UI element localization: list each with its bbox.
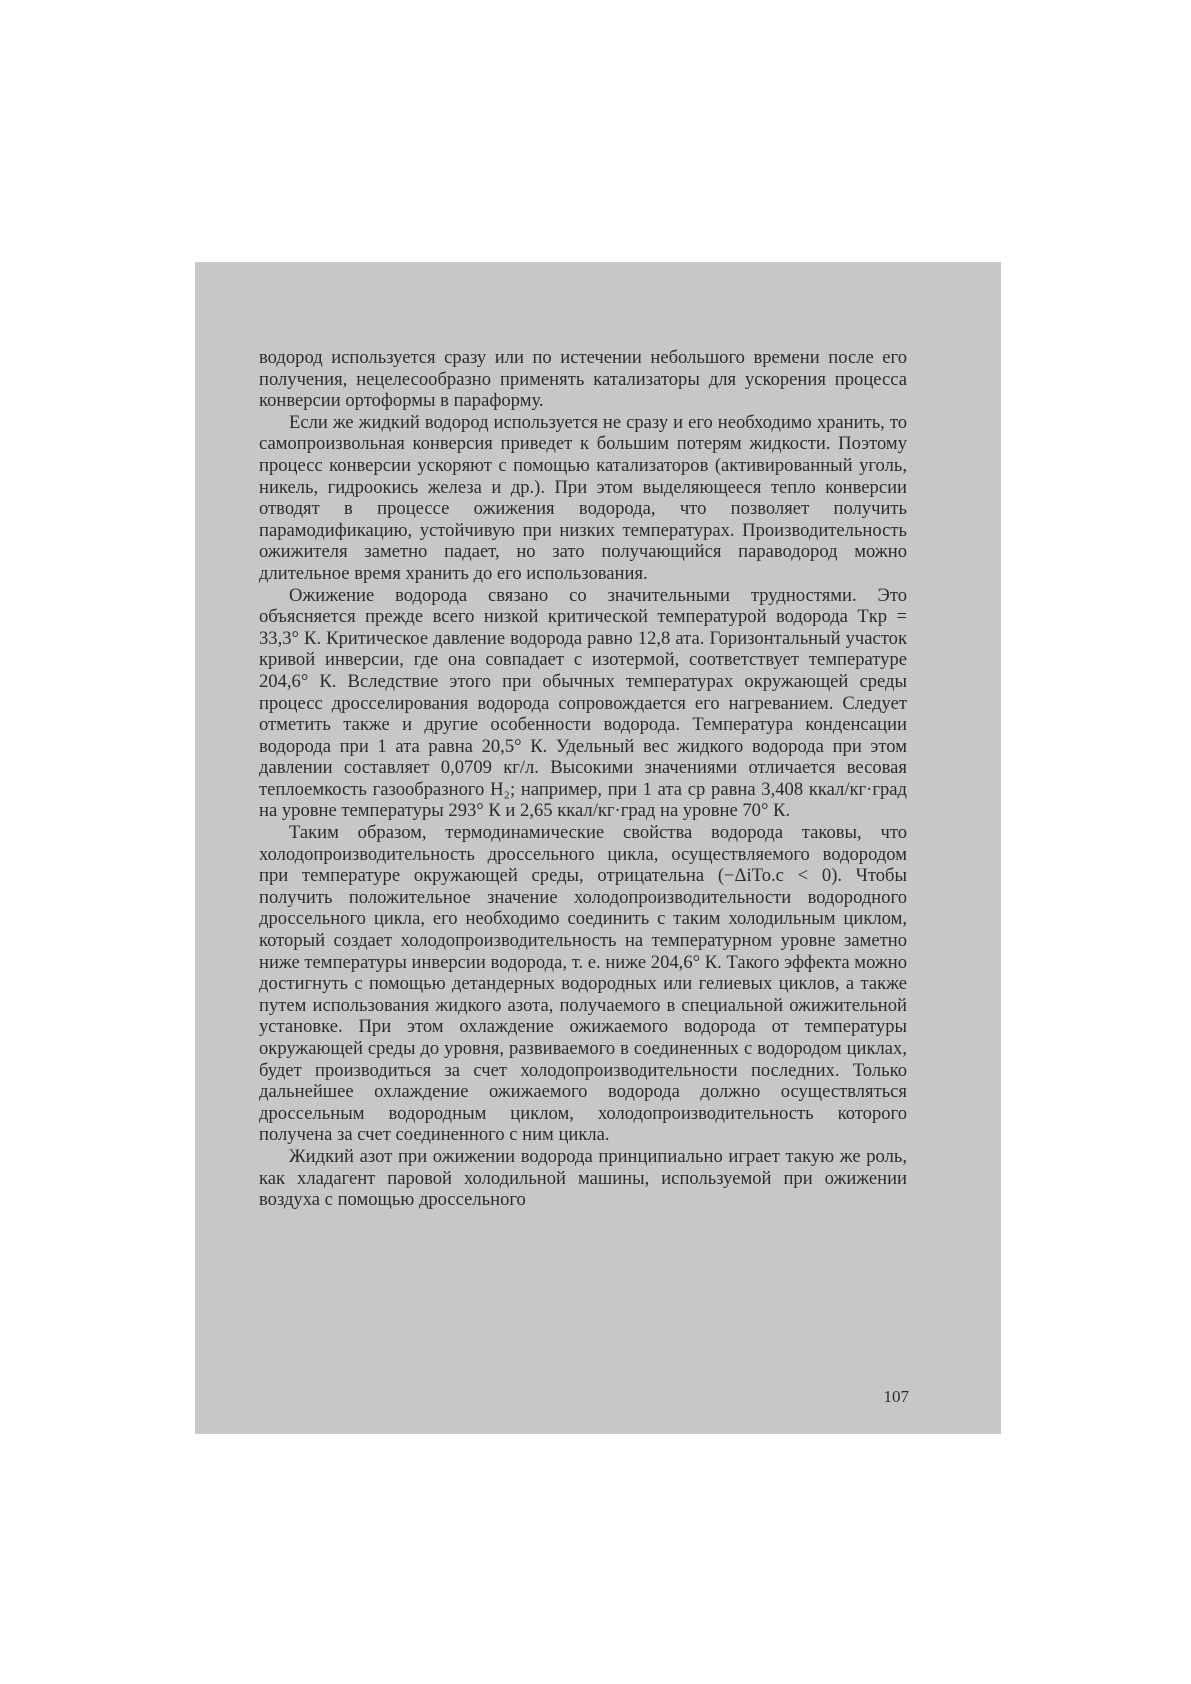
paragraph: Таким образом, термодинамические свойства водорода таковы, что холодопроизводительность дроссельного цикла, осуществляемого водородом при температуре окружающей среды, отрицательна (−ΔiTo.c < 0). Чтобы получить положительное значение холодопроизводительности водородного дроссельного цикла, его необходимо соединить с таким холодильным циклом, который создает холодопроизводительность на температурном уровне заметно ниже температуры инверсии водорода, т. е. ниже 204,6° К. Такого эффекта можно достигнуть с помощью детандерных водородных или гелиевых циклов, а также путем использования жидкого азота, получаемого в специальной ожижительной установке. При этом охлаждение ожижаемого водорода от температуры окружающей среды до уровня, развиваемого в соединенных с водородом циклах, будет производиться за счет холодопроизводительности последних. Только дальнейшее охлаждение ожижаемого водорода должно осуществляться дроссельным водородным циклом, холодопроизводительность которого получена за счет соединенного с ним цикла. (259, 822, 907, 1146)
scanned-page (195, 262, 1001, 1434)
body-text (259, 347, 907, 1211)
paragraph: Если же жидкий водород используется не сразу и его необходимо хранить, то самопроизвольная конверсия приведет к большим потерям жидкости. Поэтому процесс конверсии ускоряют с помощью катализаторов (активированный уголь, никель, гидроокись железа и др.). При этом выделяющееся тепло конверсии отводят в процессе ожижения водорода, что позволяет получить парамодификацию, устойчивую при низких температурах. Производительность ожижителя заметно падает, но зато получающийся параводород можно длительное время хранить до его использования. (259, 411, 907, 584)
page-number: 107 (883, 1387, 909, 1406)
paragraph: Ожижение водорода связано со значительными трудностями. Это объясняется прежде всего низкой критической температурой водорода Tкр = 33,3° К. Критическое давление водорода равно 12,8 ата. Горизонтальный участок кривой инверсии, где она совпадает с изотермой, соответствует температуре 204,6° К. Вследствие этого при обычных температурах окружающей среды процесс дросселирования водорода сопровождается его нагреванием. Следует отметить также и другие особенности водорода. Температура конденсации водорода при 1 ата равна 20,5° К. Удельный вес жидкого водорода при этом давлении составляет 0,0709 кг/л. Высокими значениями отличается весовая теплоемкость газообразного H₂; например, при 1 ата cp равна 3,408 ккал/кг·град на уровне температуры 293° К и 2,65 ккал/кг·град на уровне 70° К. (259, 584, 907, 822)
paragraph-continued: водород используется сразу или по истечении небольшого времени после его получения, нецелесообразно применять катализаторы для ускорения процесса конверсии ортоформы в параформу. (259, 347, 907, 412)
paragraph: Жидкий азот при ожижении водорода принципиально играет такую же роль, как хладагент паровой холодильной машины, используемой при ожижении воздуха с помощью дроссельного (259, 1145, 907, 1211)
